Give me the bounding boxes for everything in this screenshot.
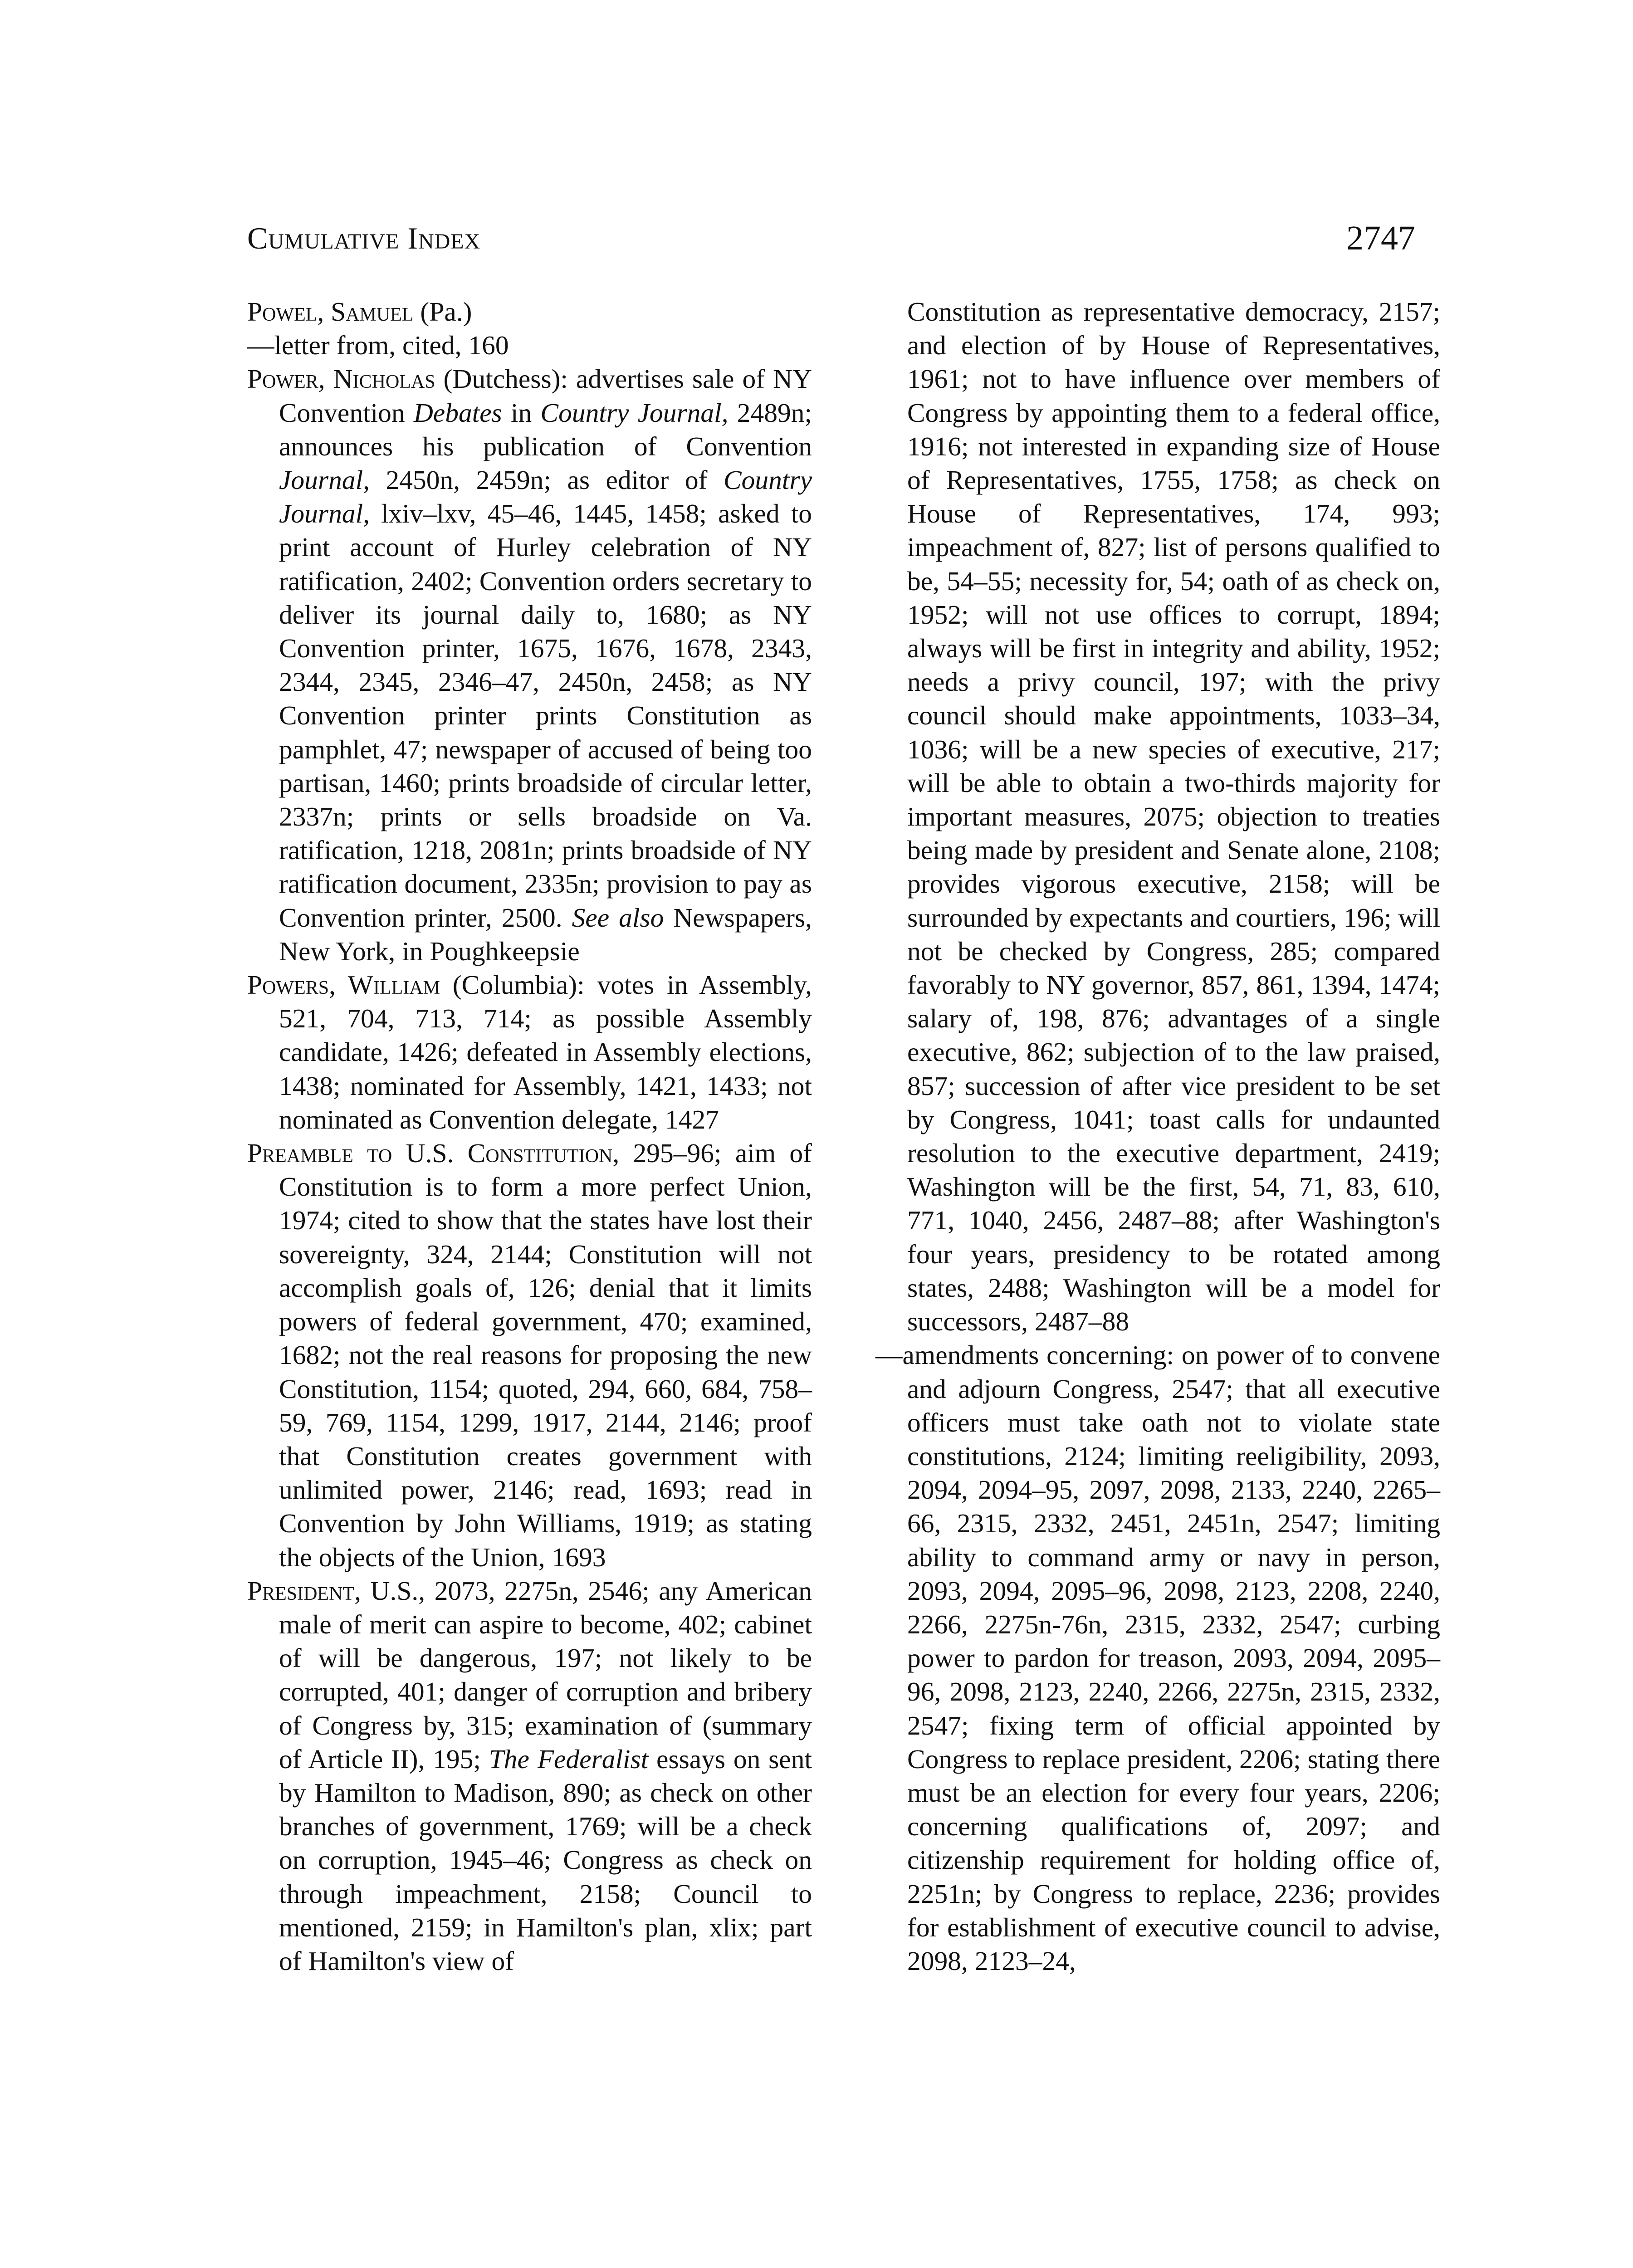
entry-text: 2073, 2275n, 2546; any American male of merit can aspire to become, 402; cabinet of will be dangerous, 197; not likely to be corrupted, 401; danger of corruption and bribery of Congress by, 315; examination of (summary of Article II), 195; <box>279 1575 812 1774</box>
running-head-title: Cumulative Index <box>247 221 481 255</box>
right-column <box>875 295 1440 1978</box>
entry-text: in <box>502 397 541 428</box>
page-number: 2747 <box>1346 219 1415 257</box>
entry-italic: The Federalist <box>489 1744 649 1774</box>
left-column <box>247 295 812 1978</box>
entry-head-rest: (Pa.) <box>413 297 472 327</box>
entry-text: 295–96; aim of Constitution is to form a more perfect Union, 1974; cited to show that the states have lost their sovereignty, 324, 2144; Constitution will not accomplish goals of, 126; denial that it limits powers of federal government, 470; examined, 1682; not the real reasons for proposing the new Constitution, 1154; quoted, 294, 660, 684, 758–59, 769, 1154, 1299, 1917, 2144, 2146; proof that Constitution creates government with unlimited power, 2146; read, 1693; read in Convention by John Williams, 1919; as stating the objects of the Union, 1693 <box>279 1138 812 1572</box>
index-entry-powers-william <box>247 968 812 1136</box>
index-entry-preamble <box>247 1136 812 1574</box>
entry-head: Powel, Samuel <box>247 297 414 327</box>
entry-text: lxiv–lxv, 45–46, 1445, 1458; asked to print account of Hurley celebration of NY ratification, 2402; Convention orders secretary to deliver its journal daily to, 1680; as NY Convention printer, 1675, 1676, 1678, 2343, 2344, 2345, 2346–47, 2450n, 2458; as NY Convention printer prints Constitution as pamphlet, 47; newspaper of accused of being too partisan, 1460; prints broadside of circular letter, 2337n; prints or sells broadside on Va. ratification, 1218, 2081n; prints broadside of NY ratification document, 2335n; provision to pay as Convention printer, 2500. <box>279 499 812 933</box>
index-subentry-powel-letter: —letter from, cited, 160 <box>247 330 509 361</box>
entry-italic: See also <box>572 902 664 933</box>
entry-italic: Journal, <box>279 465 370 495</box>
entry-head-rest: (Columbia): <box>440 970 585 1000</box>
entry-italic: Debates <box>413 397 502 428</box>
index-subentry-president-amendments: —amendments concerning: on power of to convene and adjourn Congress, 2547; that all executive officers must take oath not to violate state constitutions, 2124; limiting reeligibility, 2093, 2094, 2094–95, 2097, 2098, 2133, 2240, 2265–66, 2315, 2332, 2451, 2451n, 2547; limiting ability to command army or navy in person, 2093, 2094, 2095–96, 2098, 2123, 2208, 2240, 2266, 2275n-76n, 2315, 2332, 2547; curbing power to pardon for treason, 2093, 2094, 2095–96, 2098, 2123, 2240, 2266, 2275n, 2315, 2332, 2547; fixing term of official appointed by Congress to replace president, 2206; stating there must be an election for every four years, 2206; concerning qualifications of, 2097; and citizenship requirement for holding office of, 2251n; by Congress to replace, 2236; provides for establishment of executive council to advise, 2098, 2123–24, <box>875 1340 1440 1976</box>
entry-head-rest: , U.S., <box>354 1575 425 1606</box>
index-entry-powel <box>247 295 812 328</box>
index-entry-president-continued: Constitution as representative democracy, 2157; and election of by House of Representatives, 1961; not to have influence over members of Congress by appointing them to a federal office, 1916; not interested in expanding size of House of Representatives, 1755, 1758; as check on House of Representatives, 174, 993; impeachment of, 827; list of persons qualified to be, 54–55; necessity for, 54; oath of as check on, 1952; will not use offices to corrupt, 1894; always will be first in integrity and ability, 1952; needs a privy council, 197; with the privy council should make appointments, 1033–34, 1036; will be a new species of executive, 217; will be able to obtain a two-thirds majority for important measures, 2075; objection to treaties being made by president and Senate alone, 2108; provides vigorous executive, 2158; will be surrounded by expectants and courtiers, 196; will not be checked by Congress, 285; compared favorably to NY governor, 857, 861, 1394, 1474; salary of, 198, 876; advantages of a single executive, 862; subjection of to the law praised, 857; succession of after vice president to be set by Congress, 1041; toast calls for undaunted resolution to the executive department, 2419; Washington will be the first, 54, 71, 83, 610, 771, 1040, 2456, 2487–88; after Washington's four years, presidency to be rotated among states, 2488; Washington will be a model for successors, 2487–88 <box>907 297 1440 1337</box>
running-head <box>247 213 1415 263</box>
index-entry-power-nicholas <box>247 362 812 968</box>
entry-italic: Country Journal, <box>540 397 728 428</box>
entry-head: Powers, William <box>247 970 440 1000</box>
entry-head: Preamble to U.S. Constitution <box>247 1138 613 1168</box>
entry-text: votes in Assembly, 521, 704, 713, 714; as possible Assembly candidate, 1426; defeated in Assembly elections, 1438; nominated for Assembly, 1421, 1433; not nominated as Convention delegate, 1427 <box>279 970 812 1134</box>
entry-italic: Country Journal, <box>279 465 812 529</box>
entry-text: 2489n; announces his publication of Convention <box>279 397 812 461</box>
entry-head: Power, Nicholas <box>247 364 435 394</box>
entry-text: 2450n, 2459n; as editor of <box>369 465 724 495</box>
entry-text: essays on sent by Hamilton to Madison, 890; as check on other branches of government, 1769; will be a check on corruption, 1945–46; Congress as check on through impeachment, 2158; Council to mentioned, 2159; in Hamilton's plan, xlix; part of Hamilton's view of <box>279 1744 812 1976</box>
entry-text: Newspapers, New York, in Poughkeepsie <box>279 902 812 966</box>
index-entry-president <box>247 1574 812 1978</box>
entry-head-rest: (Dutchess): <box>435 364 568 394</box>
entry-head-rest: , <box>612 1138 620 1168</box>
entry-head: President <box>247 1575 355 1606</box>
entry-text: advertises sale of NY Convention <box>279 364 812 428</box>
